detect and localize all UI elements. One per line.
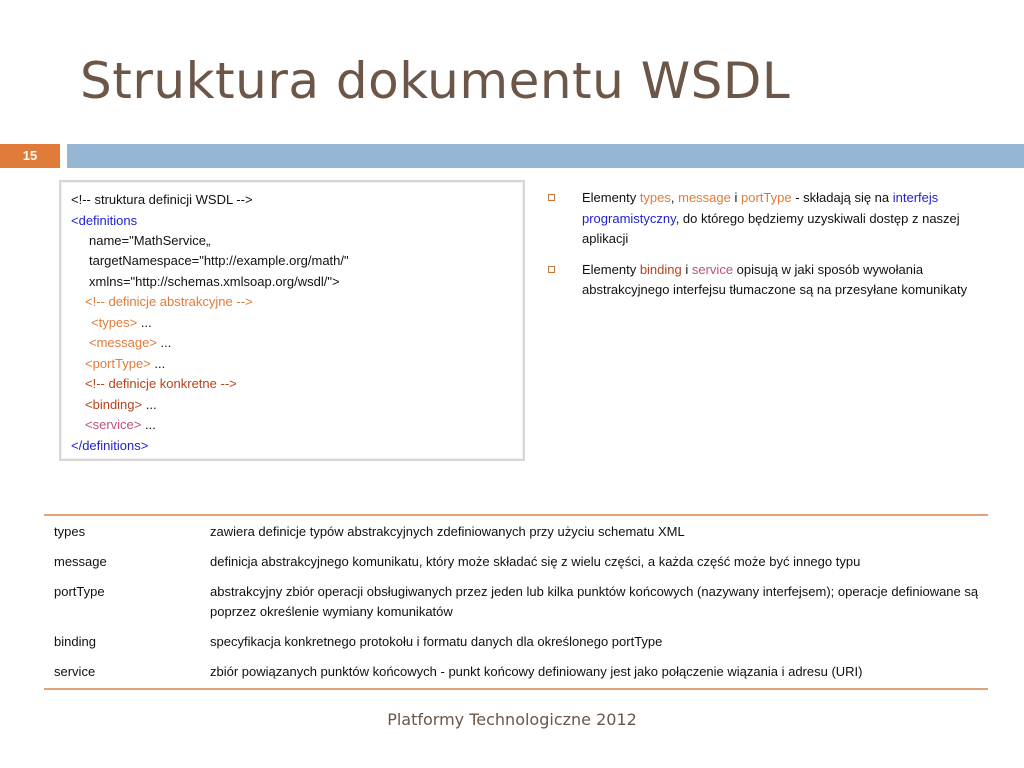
table-row — [44, 662, 988, 682]
code-porttype-tag: <portType> — [85, 356, 151, 371]
code-service-line — [85, 417, 156, 433]
table-row — [44, 522, 988, 542]
bullet-text: i — [681, 261, 692, 277]
bullet-list — [548, 188, 998, 311]
keyword-service: service — [691, 261, 734, 277]
header-band — [67, 144, 1024, 168]
code-box — [59, 180, 525, 461]
code-service-ellipsis: ... — [141, 417, 156, 432]
table-row — [44, 632, 988, 652]
code-definitions-open: <definitions — [71, 213, 138, 228]
code-types-ellipsis: ... — [137, 315, 152, 330]
bullet-text: , do którego będziemy uzyskiwali dostęp z naszej aplikacji — [582, 210, 960, 246]
table-value: abstrakcyjny zbiór operacji obsługiwanych przez jeden lub kilka punktów końcowych (nazywany interfejsem); operacje definiowane są poprzez określenie wymiany komunikatów — [210, 584, 979, 619]
table-top-rule — [44, 514, 988, 516]
code-porttype-line — [85, 356, 165, 372]
slide-title: Struktura dokumentu WSDL — [80, 52, 791, 110]
table-row — [44, 582, 988, 622]
table-row — [44, 552, 988, 572]
table-key: service — [54, 664, 96, 679]
code-comment-concrete: <!-- definicje konkretne --> — [85, 376, 237, 391]
code-message-ellipsis: ... — [156, 335, 172, 350]
code-attr-xmlns: xmlns="http://schemas.xmlsoap.org/wsdl/"> — [89, 274, 340, 289]
code-binding-ellipsis: ... — [142, 397, 157, 412]
bullet-text: , — [670, 190, 679, 205]
table-key: portType — [54, 584, 105, 599]
footer-text: Platformy Technologiczne 2012 — [387, 710, 637, 729]
table-key: message — [54, 554, 107, 569]
code-binding-line — [85, 397, 157, 413]
bullet-square-icon — [548, 266, 555, 273]
bullet-text: Elementy — [582, 190, 640, 205]
code-binding-tag: <binding> — [85, 397, 143, 412]
code-porttype-ellipsis: ... — [150, 356, 166, 371]
table-value: specyfikacja konkretnego protokołu i formatu danych dla określonego portType — [210, 634, 663, 649]
keyword-interface: interfejs programistyczny — [582, 190, 939, 226]
code-message-tag: <message> — [89, 335, 157, 350]
code-attr-name: name="MathService„ — [89, 233, 211, 248]
code-definitions-close: </definitions> — [71, 438, 149, 453]
table-value: zbiór powiązanych punktów końcowych - punkt końcowy definiowany jest jako połączenie wiązania i adresu (URI) — [210, 664, 863, 679]
bullet-item-concrete — [548, 260, 998, 301]
bullet-item-abstract — [548, 188, 998, 250]
keyword-message: message — [678, 190, 731, 205]
slide-number: 15 — [0, 144, 60, 168]
bullet-text: Elementy — [582, 261, 640, 277]
bullet-text: - składają się na — [791, 190, 893, 205]
code-comment-structure: <!-- struktura definicji WSDL --> — [71, 192, 253, 207]
table-value: definicja abstrakcyjnego komunikatu, który może składać się z wielu części, a każda część może być innego typu — [210, 554, 861, 569]
keyword-porttype: portType — [741, 190, 792, 205]
table-key: binding — [54, 634, 96, 649]
code-types-line — [91, 315, 152, 331]
code-comment-abstract: <!-- definicje abstrakcyjne --> — [85, 294, 253, 309]
bullet-square-icon — [548, 194, 555, 201]
table-bottom-rule — [44, 688, 988, 690]
keyword-types: types — [639, 190, 671, 205]
code-message-line — [89, 335, 171, 351]
bullet-text: i — [730, 190, 741, 205]
table-value: zawiera definicje typów abstrakcyjnych zdefiniowanych przy użyciu schematu XML — [210, 524, 685, 539]
code-service-tag: <service> — [85, 417, 142, 432]
code-types-tag: <types> — [91, 315, 138, 330]
table-key: types — [54, 524, 86, 539]
keyword-binding: binding — [639, 261, 682, 277]
definitions-table — [44, 514, 988, 690]
code-attr-namespace: targetNamespace="http://example.org/math/" — [89, 253, 349, 268]
bullet-text: opisują w jaki sposób wywołania abstrakcyjnego interfejsu tłumaczone są na przesyłane komunikaty — [582, 261, 968, 297]
